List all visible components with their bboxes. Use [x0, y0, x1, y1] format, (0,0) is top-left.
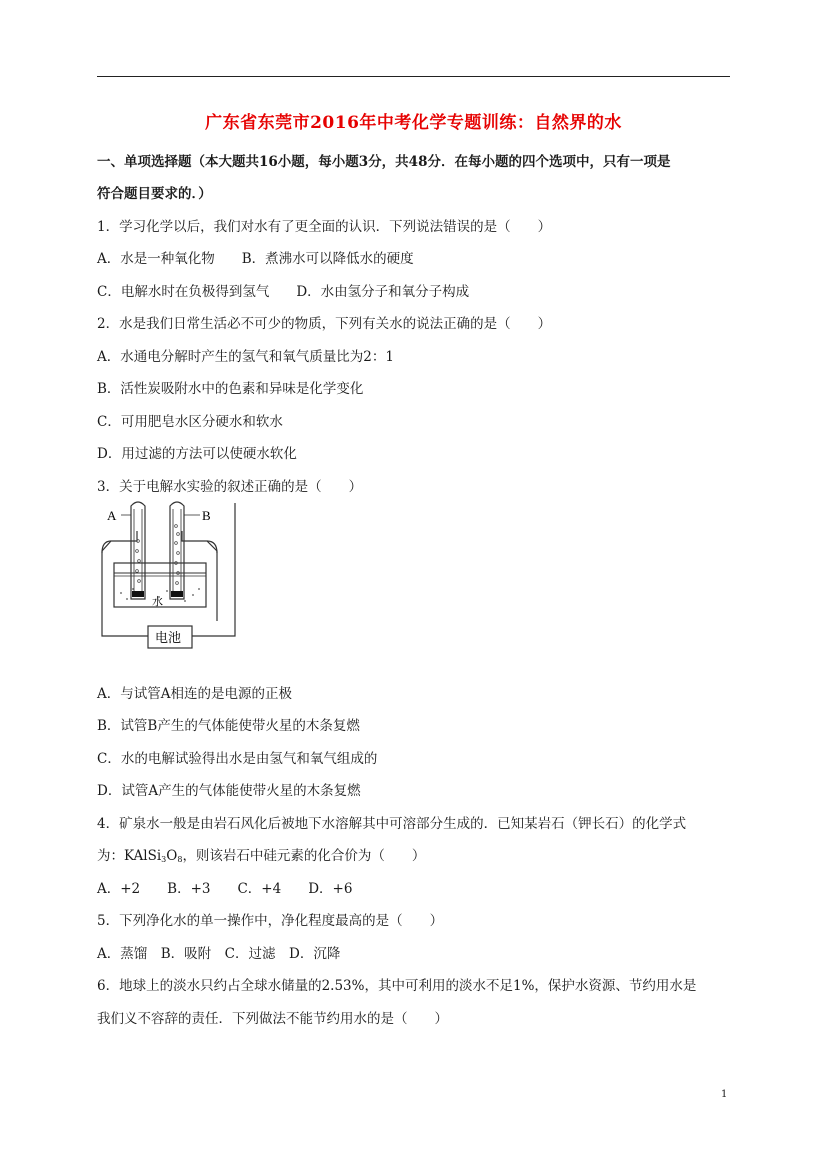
- q1-stem: 1．学习化学以后，我们对水有了更全面的认识．下列说法错误的是（ ）: [97, 219, 552, 235]
- section-heading-line2: 符合题目要求的．）: [97, 186, 212, 202]
- q4-formula-sub2: 8: [177, 855, 183, 864]
- battery-label: 电池: [155, 631, 182, 646]
- q4-stem-post: ，则该岩石中硅元素的化合价为（ ）: [182, 848, 426, 864]
- q4-stem-line2: [97, 844, 425, 864]
- water-label: 水: [152, 595, 163, 608]
- q3-stem: 3．关于电解水实验的叙述正确的是（ ）: [97, 479, 363, 495]
- q4-formula-pre: 为：KAlSi: [97, 848, 162, 864]
- section-heading-line1: 一、单项选择题（本大题共16小题，每小题3分，共48分．在每小题的四个选项中，只有一项是: [97, 154, 671, 170]
- tube-a-label: A: [107, 508, 117, 523]
- q4-formula-mid: O: [166, 848, 178, 864]
- q6-stem-line1: 6．地球上的淡水只约占全球水储量的2.53%，其中可利用的淡水不足1%，保护水资源、节约用水是: [97, 978, 697, 994]
- q2-option-a: A．水通电分解时产生的氢气和氧气质量比为2：1: [97, 349, 394, 365]
- q1-options-ab: A．水是一种氧化物 B．煮沸水可以降低水的硬度: [97, 251, 414, 267]
- q6-stem-line2: 我们义不容辞的责任．下列做法不能节约用水的是（ ）: [97, 1011, 448, 1027]
- q4-options: A．+2 B．+3 C．+4 D．+6: [97, 881, 353, 897]
- q3-option-c: C．水的电解试验得出水是由氢气和氧气组成的: [97, 751, 378, 767]
- q2-stem: 2．水是我们日常生活必不可少的物质，下列有关水的说法正确的是（ ）: [97, 316, 552, 332]
- q1-options-cd: C．电解水时在负极得到氢气 D．水由氢分子和氧分子构成: [97, 284, 470, 300]
- q4-formula-sub1: 3: [161, 855, 167, 864]
- q2-option-c: C．可用肥皂水区分硬水和软水: [97, 414, 283, 430]
- page-title: 广东省东莞市2016年中考化学专题训练：自然界的水: [205, 113, 622, 133]
- q3-option-a: A．与试管A相连的是电源的正极: [97, 686, 292, 702]
- q3-option-d: D．试管A产生的气体能使带火星的木条复燃: [97, 783, 361, 799]
- header-rule: [97, 76, 730, 77]
- page-number: 1: [721, 1089, 728, 1100]
- q4-stem-line1: 4．矿泉水一般是由岩石风化后被地下水溶解其中可溶部分生成的．已知某岩石（钾长石）的化学式: [97, 816, 687, 832]
- q2-option-d: D．用过滤的方法可以使硬水软化: [97, 446, 297, 462]
- electrolysis-diagram: [97, 501, 237, 651]
- q2-option-b: B．活性炭吸附水中的色素和异味是化学变化: [97, 381, 364, 397]
- q5-options: A．蒸馏 B．吸附 C．过滤 D．沉降: [97, 946, 341, 962]
- q5-stem: 5．下列净化水的单一操作中，净化程度最高的是（ ）: [97, 913, 444, 929]
- tube-b-label: B: [202, 508, 211, 523]
- q3-option-b: B．试管B产生的气体能使带火星的木条复燃: [97, 718, 360, 734]
